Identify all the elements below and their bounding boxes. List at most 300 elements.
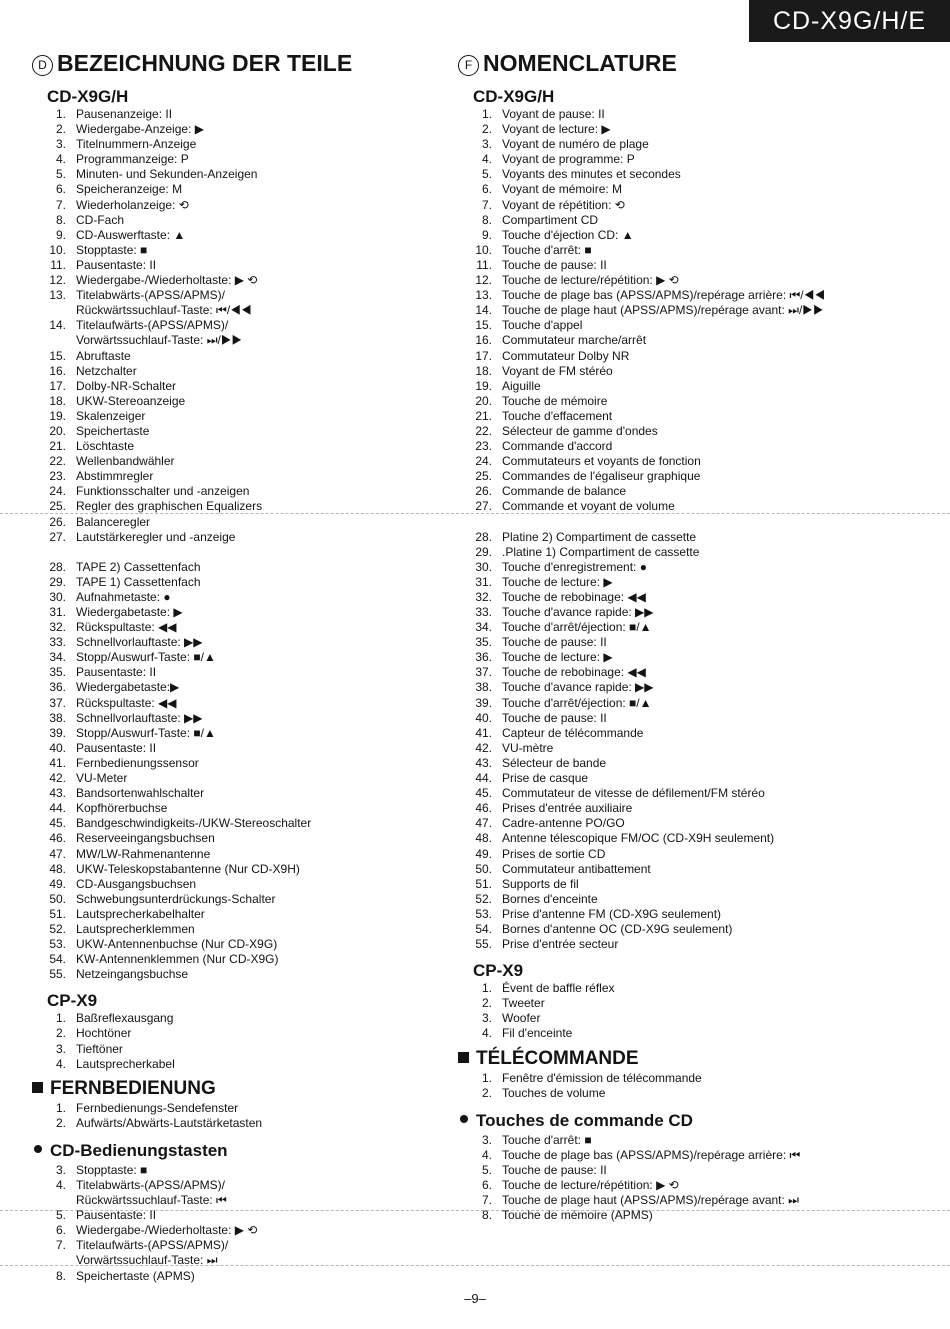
cd-keys-heading — [32, 1139, 432, 1163]
item-text: Rückwärtssuchlauf-Taste: ⏮ — [76, 1193, 227, 1208]
item-text: Platine 2) Compartiment de cassette — [502, 529, 697, 544]
list-item — [32, 1208, 432, 1223]
item-text: Titelabwärts-(APSS/APMS)/ — [76, 288, 225, 303]
item-number: 5. — [481, 167, 492, 182]
list-item — [32, 379, 432, 394]
item-text: Prises d'entrée auxiliaire — [502, 801, 633, 816]
item-number: 36. — [49, 680, 66, 695]
item-number: 25. — [475, 469, 492, 484]
item-number: 52. — [475, 891, 492, 906]
item-number: 4. — [481, 152, 492, 167]
item-number: 49. — [475, 846, 492, 861]
item-text: Lautsprecherklemmen — [76, 921, 195, 936]
list-item — [458, 333, 898, 348]
item-text: CD-Fach — [76, 212, 125, 227]
item-text: Lautsprecherkabel — [76, 1056, 175, 1071]
list-item — [458, 741, 898, 756]
item-number: 7. — [481, 1193, 492, 1208]
item-text: Sélecteur de gamme d'ondes — [502, 423, 658, 438]
item-number: 42. — [475, 740, 492, 755]
item-number: 44. — [475, 771, 492, 786]
item-text: Titelaufwärts-(APSS/APMS)/ — [76, 1238, 229, 1253]
item-number: 3. — [55, 1041, 66, 1056]
item-number: 31. — [49, 605, 66, 619]
item-text: Touche d'avance rapide: ▶▶ — [502, 605, 654, 619]
item-number: 22. — [49, 454, 66, 469]
list-item — [458, 922, 898, 937]
item-text: Schwebungsunterdrückungs-Schalter — [76, 891, 276, 906]
item-text: Commutateur Dolby NR — [502, 348, 630, 363]
item-text: Touche d'arrêt: ■ — [502, 1132, 592, 1147]
item-text: Fil d'enceinte — [502, 1026, 573, 1041]
item-number: 4. — [55, 1178, 66, 1192]
list-item — [458, 680, 898, 695]
list-item — [458, 726, 898, 741]
item-text: Abruftaste — [76, 348, 131, 363]
item-text: Aufnahmetaste: ● — [76, 589, 171, 604]
item-text: Touche de lecture/répétition: ▶ ⟲ — [502, 1178, 679, 1192]
remote-heading — [32, 1077, 432, 1101]
list-item — [32, 831, 432, 846]
item-number: 43. — [49, 786, 66, 801]
item-number: 4. — [55, 152, 66, 167]
item-text: Schnellvorlauftaste: ▶▶ — [76, 710, 203, 725]
item-text: Touche de lecture: ▶ — [502, 650, 613, 665]
item-text: Voyant de lecture: ▶ — [502, 122, 611, 137]
item-text: Touche de lecture: ▶ — [502, 574, 613, 589]
item-number: 6. — [481, 182, 492, 197]
list-item — [458, 590, 898, 605]
item-text: Commutateurs et voyants de fonction — [502, 454, 701, 469]
item-text: Voyant de mémoire: M — [502, 182, 623, 197]
list-item — [32, 741, 432, 756]
item-number: 51. — [49, 906, 66, 921]
item-number: 11. — [476, 257, 492, 272]
item-text: Touche de lecture/répétition: ▶ ⟲ — [502, 273, 679, 288]
item-text: Voyant de numéro de plage — [502, 137, 649, 152]
item-text: Lautstärkeregler und -anzeige — [76, 529, 236, 544]
item-number: 51. — [475, 876, 492, 891]
item-number: 23. — [475, 439, 492, 454]
list-item — [32, 816, 432, 831]
speaker-heading: CP-X9 — [473, 961, 524, 981]
item-text: Vorwärtssuchlauf-Taste: ⏭/▶▶ — [76, 333, 243, 348]
list-item — [458, 137, 898, 152]
item-text: Touche de pause: II — [502, 635, 607, 650]
item-text: Commutateur marche/arrêt — [502, 333, 647, 348]
list-item — [458, 349, 898, 364]
list-item — [32, 1193, 432, 1208]
item-text: Rückspultaste: ◀◀ — [76, 620, 177, 635]
list-item — [458, 877, 898, 892]
item-number: 40. — [49, 740, 66, 755]
item-text: CD-Auswerftaste: ▲ — [76, 227, 186, 242]
item-text: Balanceregler — [76, 514, 151, 529]
item-text: Touche de rebobinage: ◀◀ — [502, 665, 646, 680]
list-item — [32, 847, 432, 862]
item-text: Titelnummern-Anzeige — [76, 137, 197, 152]
item-number: 34. — [49, 650, 66, 665]
item-number: 47. — [475, 816, 492, 831]
item-text: Fenêtre d'émission de télécommande — [502, 1070, 702, 1085]
item-text: Wiedergabe-/Wiederholtaste: ▶ ⟲ — [76, 273, 258, 288]
remote-heading-text: TÉLÉCOMMANDE — [476, 1047, 639, 1069]
item-number: 12. — [49, 273, 66, 288]
item-number: 30. — [49, 589, 66, 604]
item-number: 31. — [475, 574, 492, 589]
item-text: Touche d'arrêt/éjection: ■/▲ — [502, 695, 652, 710]
item-number: 4. — [481, 1026, 492, 1041]
list-item — [32, 575, 432, 590]
list-item — [32, 288, 432, 303]
list-item — [458, 1163, 898, 1178]
list-item — [32, 439, 432, 454]
item-number: 21. — [49, 439, 66, 454]
item-text: Rückspultaste: ◀◀ — [76, 695, 177, 710]
list-item — [32, 454, 432, 469]
list-item — [32, 590, 432, 605]
list-item — [32, 680, 432, 695]
section-title — [458, 46, 898, 80]
cd-keys-heading — [458, 1109, 898, 1133]
cd-keys-heading-text: CD-Bedienungstasten — [50, 1140, 228, 1160]
item-text: Speicheranzeige: M — [76, 182, 183, 197]
spacer — [32, 545, 432, 560]
item-number: 53. — [475, 906, 492, 921]
item-text: Minuten- und Sekunden-Anzeigen — [76, 167, 258, 182]
item-number: 18. — [475, 363, 492, 378]
item-number: 34. — [475, 620, 492, 635]
language-badge: F — [458, 55, 479, 76]
item-text: Prise d'entrée secteur — [502, 937, 619, 952]
item-text: Évent de baffle réflex — [502, 981, 615, 996]
item-text: Touche de mémoire (APMS) — [502, 1208, 653, 1223]
list-item — [32, 530, 432, 545]
item-text: CD-Ausgangsbuchsen — [76, 876, 197, 891]
item-number: 14. — [475, 303, 492, 318]
item-number: 3. — [481, 1132, 492, 1147]
list-item — [458, 182, 898, 197]
item-text: Voyant de programme: P — [502, 152, 635, 167]
item-text: Programmanzeige: P — [76, 152, 189, 167]
list-item — [32, 892, 432, 907]
item-text: Stopptaste: ■ — [76, 1162, 148, 1177]
item-text: Aufwärts/Abwärts-Lautstärketasten — [76, 1115, 263, 1130]
parts-list — [32, 107, 432, 545]
list-item — [32, 499, 432, 514]
item-text: Commandes de l'égaliseur graphique — [502, 469, 701, 484]
item-text: Commutateur de vitesse de défilement/FM stéréo — [502, 786, 765, 801]
list-item — [458, 711, 898, 726]
list-item — [32, 409, 432, 424]
item-text: Bandsortenwahlschalter — [76, 786, 205, 801]
list-item — [458, 620, 898, 635]
item-number: 3. — [55, 1162, 66, 1177]
item-number: 20. — [475, 393, 492, 408]
item-number: 7. — [55, 197, 66, 212]
item-number: 33. — [475, 605, 492, 619]
item-text: Titelaufwärts-(APSS/APMS)/ — [76, 318, 229, 333]
item-text: Sélecteur de bande — [502, 755, 607, 770]
item-number: 2. — [55, 122, 66, 137]
item-number: 8. — [481, 212, 492, 227]
list-item — [458, 484, 898, 499]
list-item — [32, 1011, 432, 1026]
list-item — [32, 364, 432, 379]
item-text: Compartiment CD — [502, 212, 599, 227]
item-number: 16. — [49, 363, 66, 378]
item-number: 12. — [475, 273, 492, 288]
list-item — [32, 273, 432, 288]
list-item — [458, 409, 898, 424]
list-item — [458, 937, 898, 952]
item-text: Supports de fil — [502, 876, 579, 891]
model-tab: CD-X9G/H/E — [749, 0, 950, 42]
item-text: Abstimmregler — [76, 469, 154, 484]
item-text: Pausentaste: II — [76, 665, 157, 680]
item-number: 38. — [475, 680, 492, 695]
list-item — [458, 635, 898, 650]
list-item — [458, 816, 898, 831]
item-text: Touche d'arrêt/éjection: ■/▲ — [502, 620, 652, 635]
item-text: Funktionsschalter und -anzeigen — [76, 484, 250, 499]
item-text: UKW-Stereoanzeige — [76, 393, 186, 408]
item-number: 27. — [49, 529, 66, 544]
item-text: VU-Meter — [76, 771, 128, 786]
item-text: Pausentaste: II — [76, 257, 157, 272]
list-item — [458, 394, 898, 409]
parts-list — [458, 530, 898, 953]
list-item — [458, 439, 898, 454]
item-text: Cadre-antenne PO/GO — [502, 816, 625, 831]
item-text: Pausenanzeige: II — [76, 107, 173, 121]
item-number: 28. — [49, 559, 66, 574]
item-text: Prises de sortie CD — [502, 846, 606, 861]
page-number: –9– — [464, 1291, 486, 1306]
list-item — [32, 107, 432, 122]
item-text: Kopfhörerbuchse — [76, 801, 168, 816]
item-text: Pausentaste: II — [76, 1208, 157, 1223]
item-number: 55. — [49, 967, 66, 982]
list-item — [32, 711, 432, 726]
list-item — [32, 1238, 432, 1253]
parts-list — [458, 107, 898, 515]
item-text: Bornes d'enceinte — [502, 891, 598, 906]
item-number: 54. — [475, 921, 492, 936]
list-item — [32, 635, 432, 650]
item-number: 29. — [475, 544, 492, 559]
item-number: 11. — [50, 257, 66, 272]
list-item — [32, 258, 432, 273]
list-item — [32, 801, 432, 816]
item-number: 48. — [49, 861, 66, 876]
item-number: 20. — [49, 423, 66, 438]
list-item — [458, 530, 898, 545]
item-text: Capteur de télécommande — [502, 725, 644, 740]
german-column — [32, 46, 432, 1284]
item-number: 19. — [475, 378, 492, 393]
item-text: Schnellvorlauftaste: ▶▶ — [76, 635, 203, 650]
item-text: Touches de volume — [502, 1085, 606, 1100]
item-number: 39. — [475, 695, 492, 710]
item-number: 1. — [481, 107, 492, 121]
item-number: 2. — [481, 996, 492, 1011]
list-item — [32, 228, 432, 243]
item-number: 38. — [49, 710, 66, 725]
item-text: Rückwärtssuchlauf-Taste: ⏮/◀◀ — [76, 303, 252, 318]
list-item — [32, 862, 432, 877]
section-title — [32, 46, 432, 80]
item-text: Hochtöner — [76, 1026, 132, 1041]
item-number: 26. — [475, 484, 492, 499]
list-item — [458, 575, 898, 590]
item-text: Wiedergabetaste: ▶ — [76, 605, 183, 619]
item-number: 35. — [475, 635, 492, 650]
list-item — [32, 122, 432, 137]
list-item — [32, 318, 432, 333]
item-number: 44. — [49, 801, 66, 816]
list-item — [32, 469, 432, 484]
item-text: Commande d'accord — [502, 439, 613, 454]
item-number: 26. — [49, 514, 66, 529]
model-heading: CD-X9G/H — [473, 87, 555, 106]
list-item — [32, 424, 432, 439]
item-number: 39. — [49, 725, 66, 740]
item-text: Netzeingangsbuchse — [76, 967, 189, 982]
list-item — [32, 1026, 432, 1041]
dot-bullet-icon — [460, 1115, 468, 1123]
item-number: 6. — [55, 1223, 66, 1238]
item-number: 8. — [55, 1268, 66, 1283]
item-text: Prise d'antenne FM (CD-X9G seulement) — [502, 906, 722, 921]
item-number: 29. — [49, 574, 66, 589]
list-item — [32, 1042, 432, 1057]
item-text: Stopp/Auswurf-Taste: ■/▲ — [76, 650, 216, 665]
square-bullet-icon — [32, 1082, 43, 1093]
list-item — [32, 907, 432, 922]
item-text: Vorwärtssuchlauf-Taste: ⏭ — [76, 1253, 218, 1268]
item-text: Titelabwärts-(APSS/APMS)/ — [76, 1178, 225, 1192]
item-text: UKW-Antennenbuchse (Nur CD-X9G) — [76, 937, 278, 952]
item-text: Touche de pause: II — [502, 1162, 607, 1177]
list-item — [458, 801, 898, 816]
item-number: 37. — [475, 665, 492, 680]
item-text: Commande de balance — [502, 484, 627, 499]
french-column — [458, 46, 898, 1223]
item-number: 17. — [475, 348, 492, 363]
list-item — [32, 484, 432, 499]
list-item — [32, 303, 432, 318]
item-number: 50. — [475, 861, 492, 876]
item-text: Touche de pause: II — [502, 710, 607, 725]
item-number: 5. — [55, 1208, 66, 1223]
item-number: 1. — [481, 1070, 492, 1085]
item-number: 41. — [49, 755, 66, 770]
item-number: 46. — [475, 801, 492, 816]
item-number: 15. — [49, 348, 66, 363]
item-number: 36. — [475, 650, 492, 665]
dot-bullet-icon — [34, 1145, 42, 1153]
list-item — [32, 937, 432, 952]
item-text: .Platine 1) Compartiment de cassette — [502, 544, 700, 559]
item-text: Regler des graphischen Equalizers — [76, 499, 263, 514]
speaker-heading: CP-X9 — [47, 991, 98, 1011]
list-item — [32, 333, 432, 348]
list-item — [32, 696, 432, 711]
list-item — [458, 1071, 898, 1086]
item-number: 6. — [481, 1178, 492, 1192]
item-number: 24. — [475, 454, 492, 469]
item-number: 4. — [55, 1056, 66, 1071]
item-number: 5. — [55, 167, 66, 182]
list-item — [458, 167, 898, 182]
item-text: Touche d'éjection CD: ▲ — [502, 227, 634, 242]
item-number: 1. — [481, 981, 492, 996]
remote-list — [458, 1071, 898, 1101]
list-item — [458, 379, 898, 394]
list-item — [32, 243, 432, 258]
item-number: 33. — [49, 635, 66, 650]
item-number: 2. — [481, 122, 492, 137]
item-text: Voyants des minutes et secondes — [502, 167, 681, 182]
list-item — [458, 258, 898, 273]
list-item — [458, 424, 898, 439]
item-number: 42. — [49, 771, 66, 786]
item-text: Dolby-NR-Schalter — [76, 378, 177, 393]
item-text: Touche d'appel — [502, 318, 583, 333]
item-number: 41. — [475, 725, 492, 740]
item-text: Prise de casque — [502, 771, 589, 786]
item-number: 13. — [49, 288, 66, 303]
list-item — [458, 1178, 898, 1193]
remote-list — [32, 1101, 432, 1131]
item-number: 13. — [475, 288, 492, 303]
item-number: 28. — [475, 529, 492, 544]
item-text: Tieftöner — [76, 1041, 123, 1056]
item-number: 16. — [475, 333, 492, 348]
item-text: Löschtaste — [76, 439, 135, 454]
item-number: 27. — [475, 499, 492, 514]
item-text: Bandgeschwindigkeits-/UKW-Stereoschalter — [76, 816, 312, 831]
item-number: 15. — [475, 318, 492, 333]
item-number: 8. — [55, 212, 66, 227]
list-item — [458, 1193, 898, 1208]
list-item — [458, 499, 898, 514]
item-number: 24. — [49, 484, 66, 499]
item-text: Antenne télescopique FM/OC (CD-X9H seulement) — [502, 831, 775, 846]
item-number: 18. — [49, 393, 66, 408]
list-item — [32, 167, 432, 182]
item-number: 10. — [49, 242, 66, 257]
item-number: 30. — [475, 559, 492, 574]
speaker-list — [32, 1011, 432, 1071]
item-text: KW-Antennenklemmen (Nur CD-X9G) — [76, 952, 279, 967]
spacer — [458, 515, 898, 530]
item-text: Tweeter — [502, 996, 545, 1011]
list-item — [458, 122, 898, 137]
item-number: 5. — [481, 1162, 492, 1177]
item-number: 48. — [475, 831, 492, 846]
list-item — [458, 364, 898, 379]
list-item — [32, 349, 432, 364]
list-item — [458, 650, 898, 665]
remote-heading — [458, 1047, 898, 1071]
item-number: 32. — [49, 620, 66, 635]
item-number: 47. — [49, 846, 66, 861]
item-number: 2. — [481, 1085, 492, 1100]
list-item — [32, 650, 432, 665]
list-item — [458, 288, 898, 303]
